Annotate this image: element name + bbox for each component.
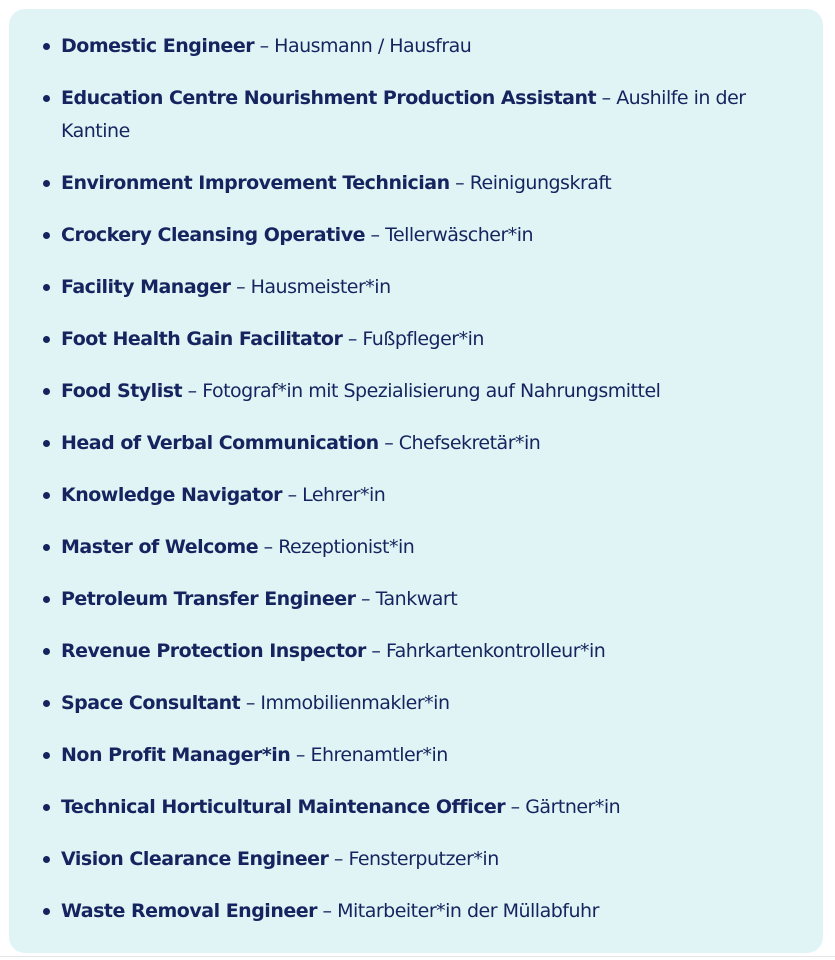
dash-separator: – — [361, 588, 371, 610]
list-item-term: Knowledge Navigator — [61, 484, 283, 506]
dash-separator: – — [236, 276, 246, 298]
list-item — [61, 82, 783, 148]
list-item — [61, 30, 783, 63]
dash-separator: – — [287, 484, 297, 506]
list-item-term: Facility Manager — [61, 276, 231, 298]
list-item — [61, 531, 783, 564]
list-item-term: Domestic Engineer — [61, 35, 255, 57]
list-item-translation: Tankwart — [375, 588, 458, 610]
dash-separator: – — [371, 640, 381, 662]
list-item — [61, 271, 783, 304]
list-item-translation: Rezeptionist*in — [278, 536, 415, 558]
list-item — [61, 479, 783, 512]
job-title-list — [9, 9, 823, 928]
list-item-term: Petroleum Transfer Engineer — [61, 588, 356, 610]
list-item-term: Master of Welcome — [61, 536, 259, 558]
dash-separator: – — [322, 900, 332, 922]
list-item-term: Non Profit Manager*in — [61, 744, 291, 766]
list-item-term: Waste Removal Engineer — [61, 900, 317, 922]
list-item — [61, 323, 783, 356]
list-item-translation: Gärtner*in — [525, 796, 621, 818]
list-item — [61, 167, 783, 200]
dash-separator: – — [259, 35, 269, 57]
list-item-translation: Mitarbeiter*in der Müllabfuhr — [337, 900, 599, 922]
list-item-translation: Fußpfleger*in — [362, 328, 484, 350]
list-item — [61, 583, 783, 616]
list-item — [61, 219, 783, 252]
list-item — [61, 635, 783, 668]
list-item-term: Food Stylist — [61, 380, 183, 402]
dash-separator: – — [601, 87, 611, 109]
list-item-translation: Tellerwäscher*in — [385, 224, 534, 246]
list-item — [61, 375, 783, 408]
list-item-translation: Hausmann / Hausfrau — [274, 35, 472, 57]
list-item-translation: Aushilfe in der Kantine — [61, 87, 746, 142]
list-item-translation: Hausmeister*in — [250, 276, 391, 298]
dash-separator: – — [370, 224, 380, 246]
list-item-term: Foot Health Gain Facilitator — [61, 328, 343, 350]
dash-separator: – — [187, 380, 197, 402]
list-item — [61, 895, 783, 928]
list-item-term: Crockery Cleansing Operative — [61, 224, 365, 246]
dash-separator: – — [295, 744, 305, 766]
dash-separator: – — [245, 692, 255, 714]
list-item — [61, 843, 783, 876]
list-item-translation: Fensterputzer*in — [348, 848, 499, 870]
list-item — [61, 791, 783, 824]
list-item-term: Education Centre Nourishment Production Assistant — [61, 87, 597, 109]
list-item — [61, 739, 783, 772]
list-item — [61, 427, 783, 460]
list-item-translation: Ehrenamtler*in — [310, 744, 448, 766]
list-item-translation: Chefsekretär*in — [398, 432, 541, 454]
list-item-translation: Fotograf*in mit Spezialisierung auf Nahrungsmittel — [202, 380, 661, 402]
list-item-term: Space Consultant — [61, 692, 241, 714]
dash-separator: – — [333, 848, 343, 870]
list-item — [61, 687, 783, 720]
dash-separator: – — [263, 536, 273, 558]
dash-separator: – — [384, 432, 394, 454]
list-item-term: Environment Improvement Technician — [61, 172, 450, 194]
list-item-term: Technical Horticultural Maintenance Officer — [61, 796, 506, 818]
job-title-card — [9, 9, 823, 953]
list-item-translation: Lehrer*in — [302, 484, 386, 506]
list-item-translation: Fahrkartenkontrolleur*in — [385, 640, 606, 662]
dash-separator: – — [510, 796, 520, 818]
dash-separator: – — [455, 172, 465, 194]
list-item-translation: Reinigungskraft — [469, 172, 612, 194]
list-item-term: Vision Clearance Engineer — [61, 848, 329, 870]
dash-separator: – — [347, 328, 357, 350]
list-item-term: Head of Verbal Communication — [61, 432, 379, 454]
list-item-term: Revenue Protection Inspector — [61, 640, 366, 662]
divider — [0, 956, 835, 957]
list-item-translation: Immobilienmakler*in — [260, 692, 450, 714]
